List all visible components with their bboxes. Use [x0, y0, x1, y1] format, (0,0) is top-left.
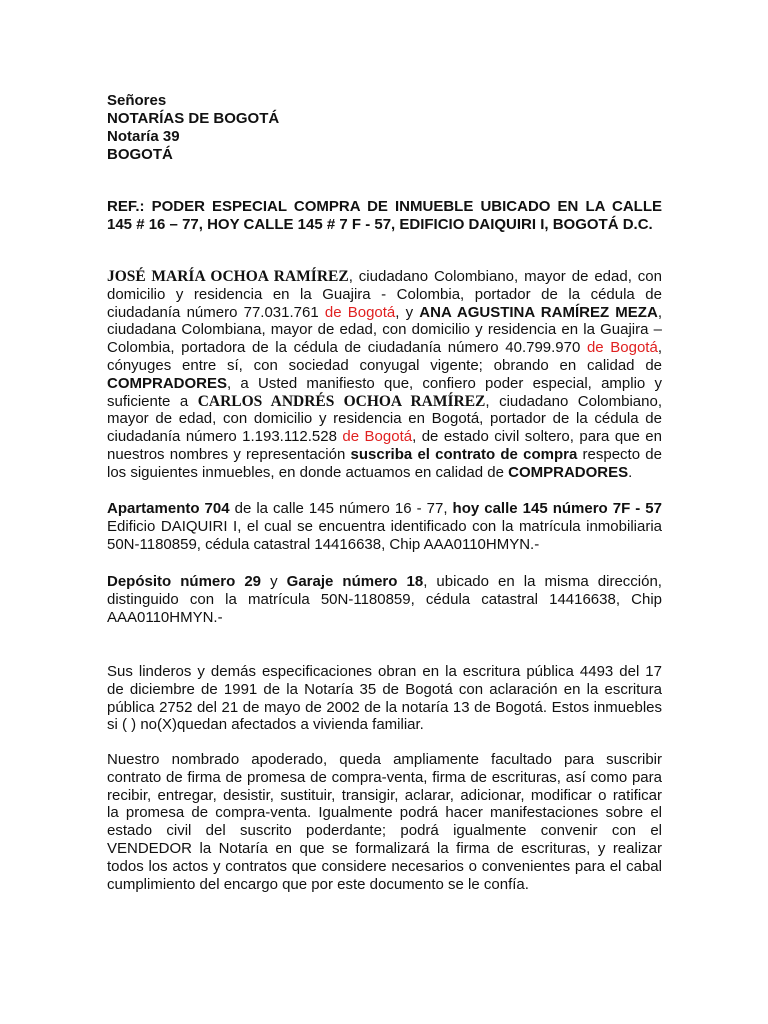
text-span: nuestros nombres y representación [107, 445, 351, 463]
attorney-name: CARLOS ANDRÉS OCHOA RAMÍREZ [197, 392, 486, 410]
text-span: , y [395, 303, 420, 321]
text-line: recibir, entregar, desistir, sustituir, transigir, aclarar, adicionar, modificar o ratificar [107, 786, 662, 804]
text-span: , ciudadano Colombiano, [485, 392, 662, 410]
grantor-name-1: JOSÉ MARÍA OCHOA RAMÍREZ [107, 268, 349, 285]
text-line [107, 464, 662, 482]
text-span: Edificio DAIQUIRI I, el cual se encuentra identificado con la matrícula inmobiliaria [107, 517, 662, 535]
text-line [107, 304, 662, 322]
bold-text: hoy calle 145 número 7F - 57 [452, 500, 662, 517]
addressee-city: BOGOTÁ [107, 146, 173, 163]
text-span: mayor de edad, con domicilio y residencia en Bogotá, portador de la cédula de [107, 410, 662, 428]
paragraph-powers [107, 751, 662, 893]
text-line [107, 339, 662, 357]
bold-text: COMPRADORES [107, 374, 228, 392]
text-line [107, 536, 662, 554]
addressee-notaria-number: Notaría 39 [107, 128, 180, 145]
text-line [107, 357, 662, 375]
bold-text: COMPRADORES [508, 463, 629, 481]
text-line: Nuestro nombrado apoderado, queda ampliamente facultado para suscribir [107, 751, 662, 768]
text-span: , a Usted manifiesto que, confiero poder especial, amplio y [227, 374, 662, 392]
text-span: 50N-1180859, cédula catastral 14416638, Chip AAA0110HMYN.- [107, 535, 540, 553]
text-line: pública 2752 del 21 de mayo de 2002 de la notaría 13 de Bogotá. Estos inmuebles [107, 698, 662, 716]
text-span: y [261, 573, 287, 590]
text-span: respecto de [577, 445, 662, 463]
highlighted-text: de Bogotá [342, 428, 413, 446]
bold-text: Apartamento 704 [107, 500, 230, 517]
text-line [107, 446, 662, 464]
text-span: suficiente a [107, 392, 198, 410]
reference-line-2: 145 # 16 – 77, HOY CALLE 145 # 7 F - 57, EDIFICIO DAIQUIRI I, BOGOTÁ D.C. [107, 216, 653, 233]
text-span: domicilio y residencia en la Guajira - Colombia, portador de la cédula de [107, 285, 662, 303]
text-span: distinguido con la matrícula 50N-1180859, cédula catastral 14416638, Chip [107, 590, 662, 608]
highlighted-text: de Bogotá [586, 339, 658, 357]
bold-text: suscriba el contrato de compra [350, 445, 578, 463]
text-line: VENDEDOR la Notaría en que se formalizará la firma de escrituras, y realizar [107, 839, 662, 857]
text-span: ciudadanía número 77.031.761 [107, 303, 325, 321]
bold-text: Garaje número 18 [286, 573, 424, 590]
text-span: AAA0110HMYN.- [107, 608, 223, 626]
text-span: ciudadanía número 1.193.112.528 [107, 428, 343, 446]
text-line [107, 609, 662, 627]
text-span: , de estado civil soltero, para que en [412, 428, 662, 446]
text-line: contrato de firma de promesa de compra-venta, firma de escrituras, así como para [107, 768, 662, 786]
text-line: estado civil del suscrito poderdante; podrá igualmente convenir con el [107, 822, 662, 840]
highlighted-text: de Bogotá [324, 303, 396, 321]
text-span: los siguientes inmuebles, en donde actuamos en calidad de [107, 463, 509, 481]
text-span: ciudadana Colombiana, mayor de edad, con domicilio y residencia en la Guajira – [107, 321, 662, 339]
text-span: , [657, 339, 662, 357]
text-span: Colombia, portadora de la cédula de ciudadanía número 40.799.970 [107, 339, 587, 357]
text-line [107, 500, 662, 518]
text-span: , ciudadano Colombiano, mayor de edad, con [348, 268, 662, 285]
reference-line-1: REF.: PODER ESPECIAL COMPRA DE INMUEBLE UBICADO EN LA CALLE [107, 198, 662, 215]
paragraph-grantors [107, 268, 662, 482]
bold-text: Depósito número 29 [107, 573, 261, 590]
text-line [107, 393, 662, 411]
grantor-name-2: ANA AGUSTINA RAMÍREZ MEZA [419, 303, 658, 321]
reference-heading [107, 198, 662, 234]
text-line: todos los actos y contratos que considere necesarios o convenientes para el cabal [107, 857, 662, 875]
text-line: Sus linderos y demás especificaciones obran en la escritura pública 4493 del 17 [107, 663, 662, 680]
paragraph-boundaries [107, 663, 662, 734]
addressee-block [107, 92, 279, 164]
text-span: cónyuges entre sí, con sociedad conyugal vigente; obrando en calidad de [107, 356, 662, 374]
text-span: de la calle 145 número 16 - 77, [229, 500, 453, 517]
text-line [107, 428, 662, 446]
text-line [107, 410, 662, 428]
text-line: de diciembre de 1991 de la Notaría 35 de Bogotá con aclaración en la escritura [107, 680, 662, 698]
text-line [107, 573, 662, 591]
text-span: . [628, 463, 633, 481]
text-line [107, 268, 662, 286]
text-line: si ( ) no(X)quedan afectados a vivienda familiar. [107, 716, 424, 734]
text-line [107, 591, 662, 609]
text-span: , ubicado en la misma dirección, [423, 573, 662, 590]
addressee-notarias: NOTARÍAS DE BOGOTÁ [107, 110, 280, 127]
text-line: cumplimiento del encargo que por este documento se le confía. [107, 875, 529, 893]
text-line [107, 375, 662, 393]
text-line [107, 321, 662, 339]
text-line [107, 286, 662, 304]
text-line [107, 518, 662, 536]
addressee-salutation: Señores [107, 92, 167, 109]
text-span: , [657, 303, 662, 321]
paragraph-apartment [107, 500, 662, 553]
paragraph-storage-garage [107, 573, 662, 626]
text-line: la promesa de compra-venta. Igualmente podrá hacer manifestaciones sobre el [107, 804, 662, 822]
